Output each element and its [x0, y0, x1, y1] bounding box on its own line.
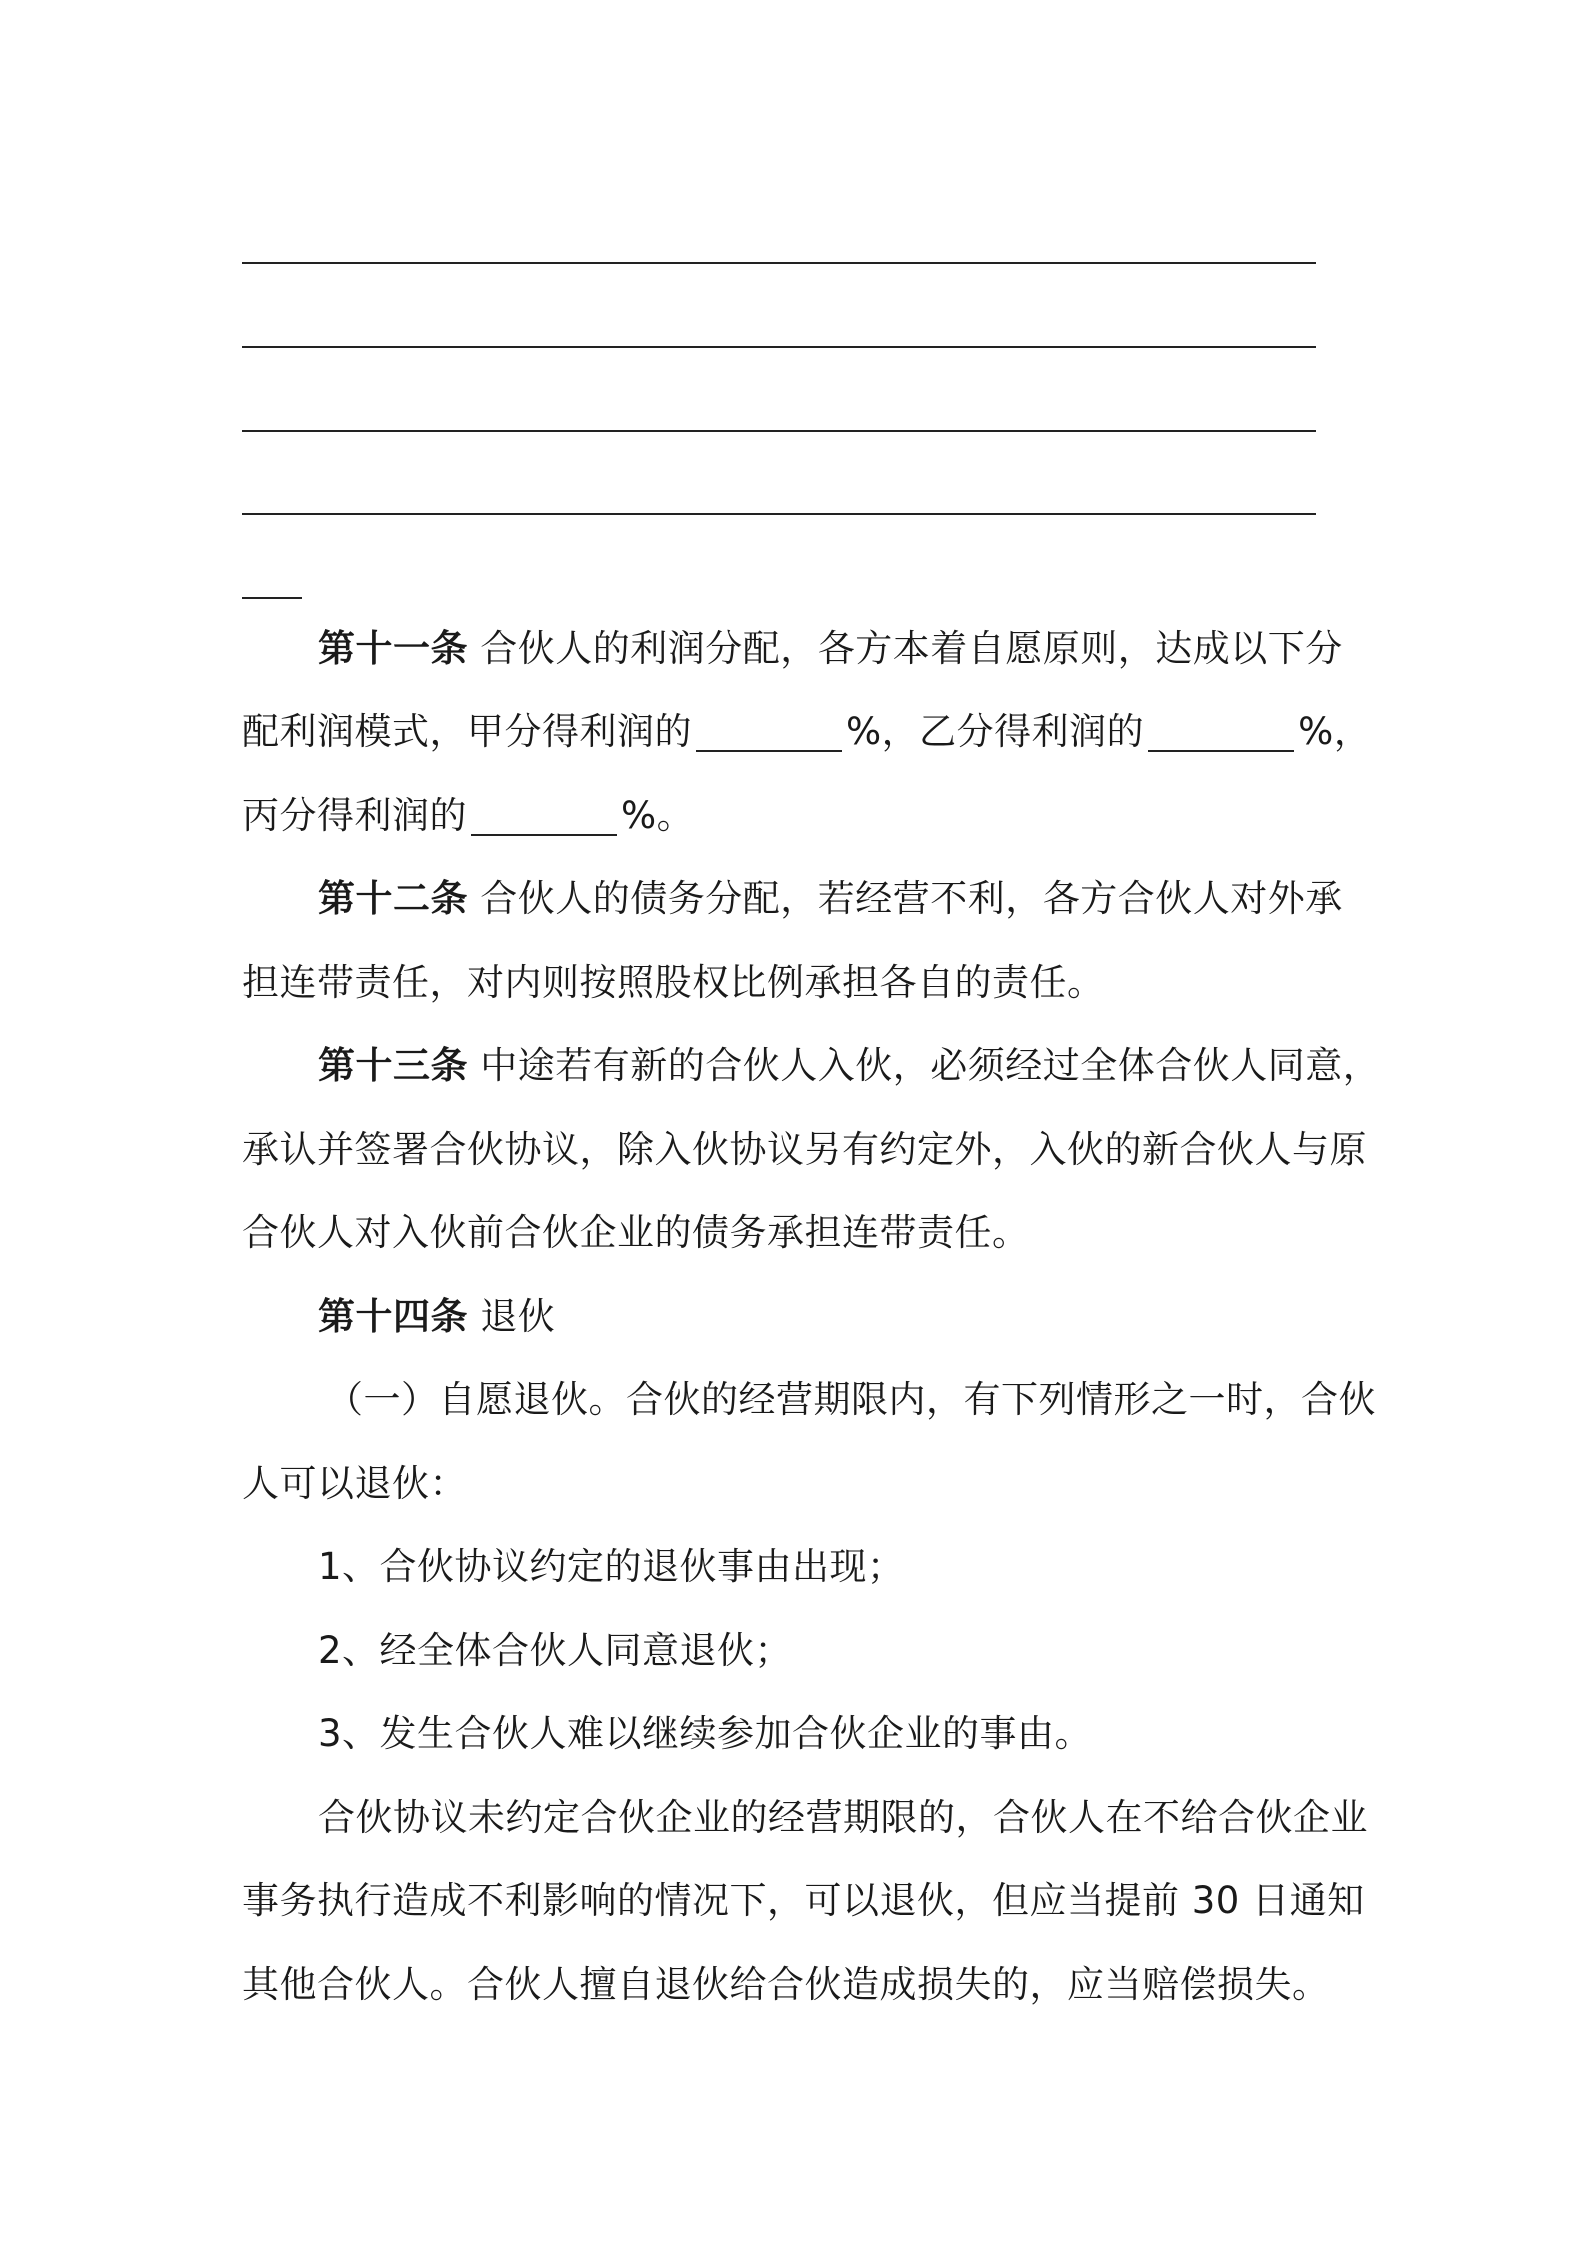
list-item-3 [318, 1709, 1092, 1759]
article-11-pct-3: %。 [621, 794, 695, 837]
article-13-text-3: 合伙人对入伙前合伙企业的债务承担连带责任。 [242, 1211, 1030, 1254]
article-14-heading: 第十四条 [318, 1295, 468, 1338]
party-a-share-blank[interactable] [696, 710, 842, 752]
blank-line-3 [242, 430, 1316, 432]
article-12-text-2: 担连带责任，对内则按照股权比例承担各自的责任。 [242, 961, 1105, 1004]
article-14-heading-line [318, 1292, 555, 1342]
article-11-text-1: 合伙人的利润分配，各方本着自愿原则，达成以下分 [480, 627, 1343, 670]
article-11-text-2: 配利润模式，甲分得利润的 [242, 710, 692, 753]
list-item-2-text: 2、经全体合伙人同意退伙； [318, 1629, 793, 1672]
list-item-2 [318, 1626, 792, 1676]
article-12-line-1 [318, 874, 1343, 924]
article-14-sub1-text-1: （一）自愿退伙。合伙的经营期限内，有下列情形之一时，合伙 [326, 1378, 1376, 1421]
article-11-line-2 [242, 707, 1371, 757]
article-14-sub1-line-2 [242, 1459, 467, 1509]
article-14-para-text-1: 合伙协议未约定合伙企业的经营期限的，合伙人在不给合伙企业 [318, 1796, 1368, 1839]
article-14-para-line-3 [242, 1960, 1330, 2010]
short-blank-line [242, 597, 302, 599]
article-14-para-line-1 [318, 1793, 1368, 1843]
article-13-text-1: 中途若有新的合伙人入伙，必须经过全体合伙人同意， [480, 1044, 1381, 1087]
article-11-text-3: 丙分得利润的 [242, 794, 467, 837]
party-b-share-blank[interactable] [1148, 710, 1294, 752]
list-item-1-text: 1、合伙协议约定的退伙事由出现； [318, 1545, 905, 1588]
article-12-text-1: 合伙人的债务分配，若经营不利，各方合伙人对外承 [480, 877, 1343, 920]
blank-line-1 [242, 262, 1316, 264]
list-item-3-text: 3、发生合伙人难以继续参加合伙企业的事由。 [318, 1712, 1093, 1755]
article-14-sub1-line-1 [326, 1375, 1376, 1425]
article-13-heading: 第十三条 [318, 1044, 468, 1087]
article-11-heading: 第十一条 [318, 627, 468, 670]
article-12-heading: 第十二条 [318, 877, 468, 920]
article-11-line-1 [318, 624, 1343, 674]
article-13-line-3 [242, 1208, 1030, 1258]
article-14-sub1-text-2: 人可以退伙： [242, 1462, 467, 1505]
list-item-1 [318, 1542, 905, 1592]
party-c-share-blank[interactable] [471, 794, 617, 836]
article-12-line-2 [242, 958, 1105, 1008]
article-14-title: 退伙 [480, 1295, 556, 1338]
article-14-para-text-3: 其他合伙人。合伙人擅自退伙给合伙造成损失的，应当赔偿损失。 [242, 1963, 1330, 2006]
article-13-text-2: 承认并签署合伙协议，除入伙协议另有约定外，入伙的新合伙人与原 [242, 1128, 1367, 1171]
article-14-para-line-2 [242, 1876, 1365, 1926]
blank-line-2 [242, 346, 1316, 348]
article-11-pct-2: %， [1298, 710, 1372, 753]
article-11-line-3 [242, 791, 694, 841]
article-13-line-2 [242, 1125, 1367, 1175]
article-13-line-1 [318, 1041, 1380, 1091]
article-11-pct-1: %，乙分得利润的 [846, 710, 1145, 753]
blank-line-4 [242, 513, 1316, 515]
article-14-para-text-2: 事务执行造成不利影响的情况下，可以退伙，但应当提前 30 日通知 [242, 1879, 1365, 1922]
